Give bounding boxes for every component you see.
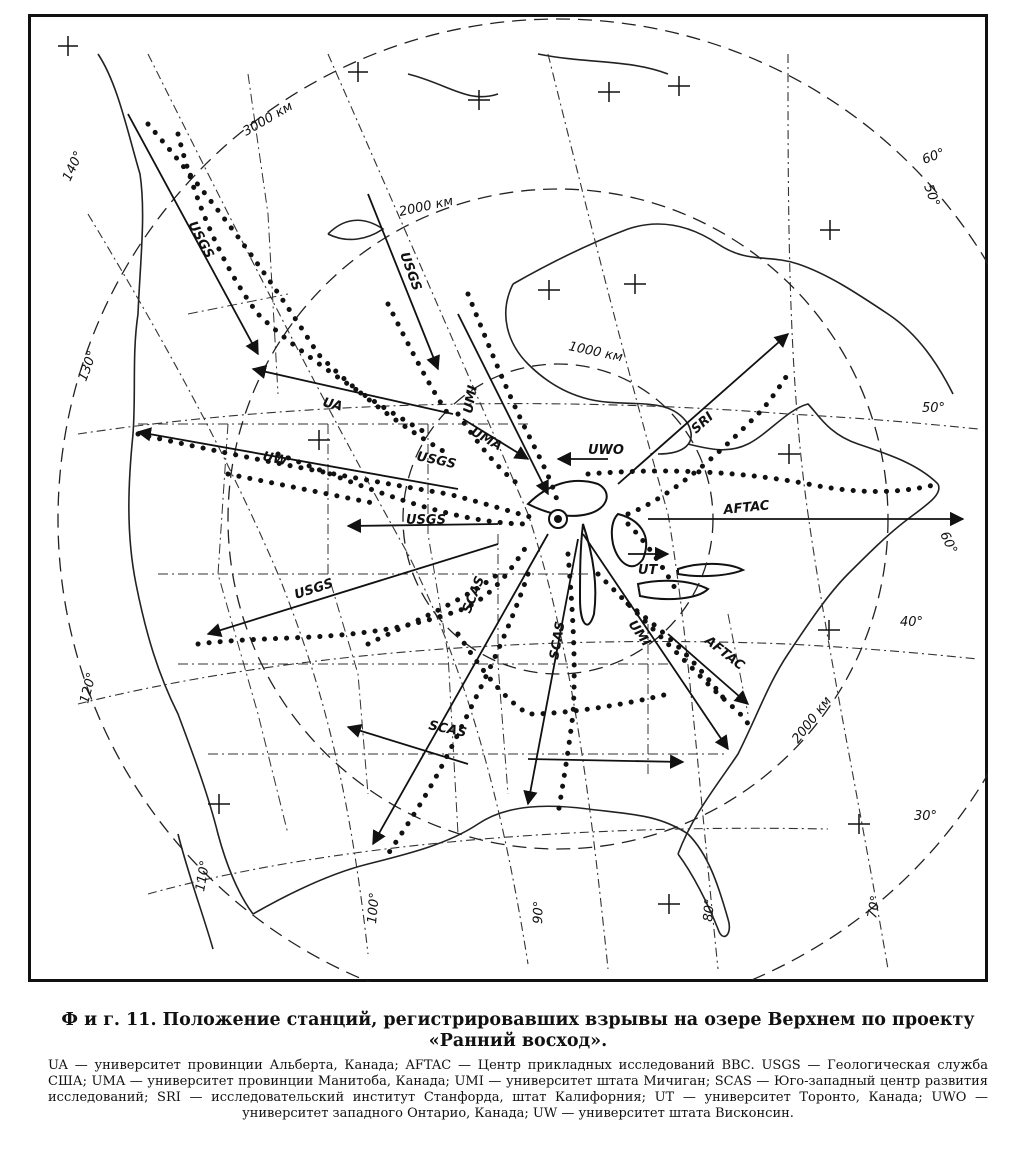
label-lon-110: 110° [193, 859, 214, 893]
arrow-usgs-southwest [208, 544, 498, 634]
label-aftac-east: AFTAC [722, 498, 771, 518]
graticule [75, 54, 978, 969]
caption-legend: UA — университет провинции Альберта, Канада; AFTAC — Центр прикладных исследований ВВС. USGS — Геологическая служба США; UMA — университет провинции Манитоба, Канада; UMI — университет штата Мичиган; SCAS — Юго-западный центр развития исследований; SRI — исследовательский институт Станфорда, штат Калифорния; UT — университет Торонто, Канада; UWO — университет западного Онтарио, Канада; UW — университет штата Висконсин. [48, 1058, 988, 1121]
arrow-scas-east [528, 759, 683, 762]
figure-caption [48, 1010, 988, 1121]
profile-usgs-nw [148, 124, 448, 454]
graticule-crosses [58, 36, 870, 914]
profile-scas-4 [388, 574, 528, 854]
label-uwo: UWO [588, 443, 624, 458]
label-usgs-north2: USGS [396, 250, 425, 293]
profile-umi-n [468, 294, 558, 504]
profile-sri [628, 374, 788, 514]
map-border [30, 16, 987, 981]
label-lon-60: 60° [936, 529, 960, 557]
label-2000km-north: 2000 км [397, 193, 455, 220]
label-lon-140: 140° [60, 148, 87, 184]
label-ua: UA [321, 395, 345, 415]
label-lon-130: 130° [75, 348, 101, 384]
arrow-scas-sw [373, 534, 548, 844]
label-lon-80: 80° [701, 898, 718, 923]
label-usgs-west1: USGS [415, 449, 458, 473]
label-umi-south: UMI [624, 617, 654, 650]
arrow-sri [618, 334, 788, 484]
arrow-uw [138, 432, 458, 489]
label-usgs-southwest: USGS [292, 576, 336, 603]
great-lakes [528, 481, 743, 625]
label-lat-50-east: 50° [922, 401, 946, 416]
station-profiles [138, 124, 938, 854]
label-1000km: 1000 км [567, 339, 624, 366]
label-2000km-southeast: 2000 км [789, 693, 835, 747]
label-lat-60: 60° [920, 145, 948, 168]
profile-scas-3 [558, 554, 574, 814]
label-uma: UMA [468, 424, 505, 455]
label-aftac-southeast: AFTAC [701, 633, 748, 674]
label-usgs-north: USGS [184, 218, 217, 262]
label-lat-40: 40° [900, 615, 924, 630]
label-uw: UW [261, 449, 289, 470]
label-lat-30: 30° [914, 809, 938, 824]
label-ut: UT [638, 563, 658, 578]
label-lon-90: 90° [531, 900, 547, 925]
map-svg [28, 14, 988, 982]
label-3000km: 3000 км [240, 99, 296, 140]
label-scas-2: SCAS [427, 718, 468, 741]
caption-title: Ф и г. 11. Положение станций, регистрировавших взрывы на озере Верхнем по проекту «Ранний восход». [61, 1010, 975, 1051]
profile-uw [138, 434, 538, 519]
label-usgs-west2: USGS [406, 513, 446, 528]
station-map [28, 14, 988, 982]
label-scas-1: SCAS [459, 574, 489, 616]
distance-rings [58, 19, 988, 982]
coastline [98, 54, 953, 949]
label-scas-3: SCAS [547, 620, 569, 661]
label-lat-50-north: 50° [920, 182, 943, 210]
arrow-scas-s [528, 539, 578, 804]
ring-3000km [58, 19, 988, 982]
label-lon-70: 70° [865, 894, 884, 920]
label-lon-100: 100° [365, 891, 383, 925]
epicenter-marker [549, 510, 567, 528]
label-umi-north: UMI [461, 384, 481, 415]
label-sri: SRI [688, 409, 717, 437]
label-lon-120: 120° [77, 670, 100, 706]
station-arrows [128, 114, 963, 844]
